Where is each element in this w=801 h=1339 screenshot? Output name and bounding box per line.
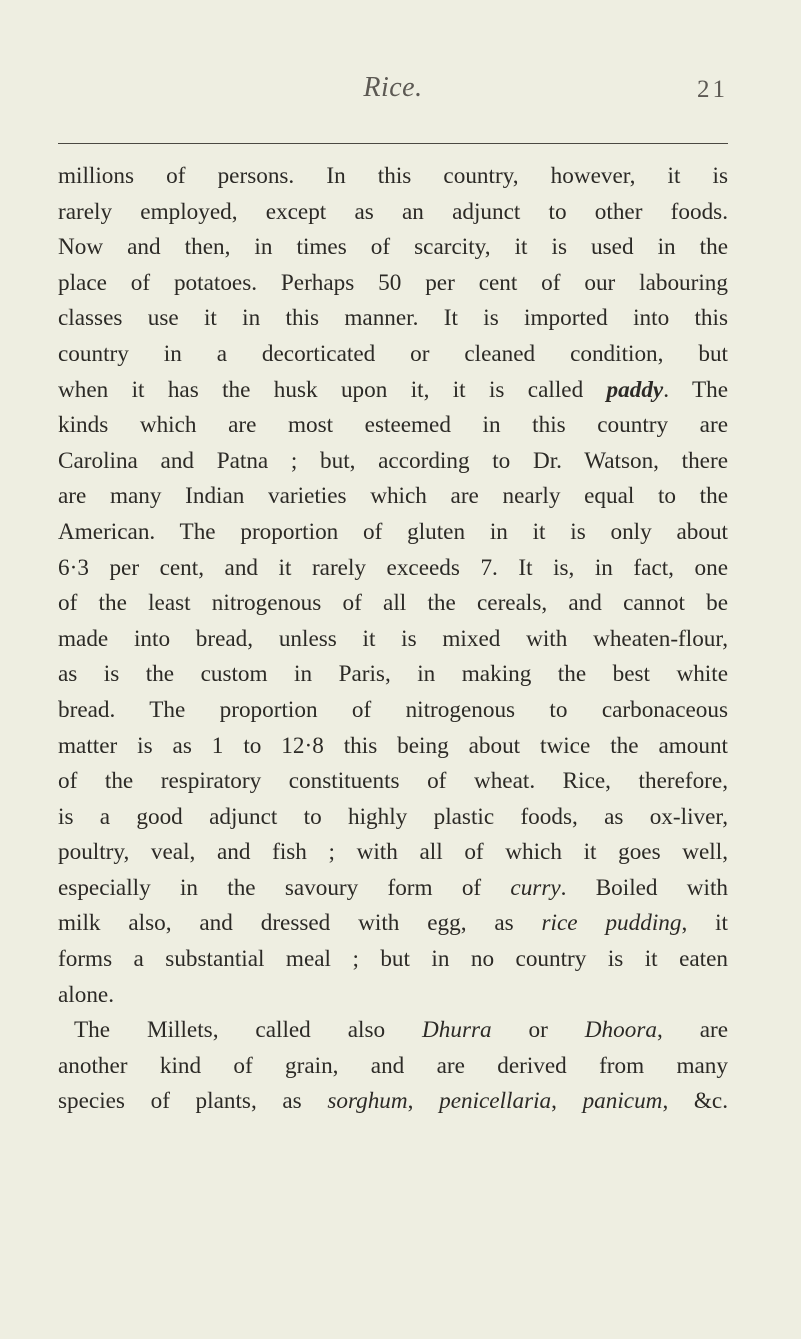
text-run: matter is as 1 to 12·8 this being about twice the amount xyxy=(58,732,728,759)
text-run: . The xyxy=(663,376,728,403)
text-line xyxy=(58,444,728,480)
page-number: 21 xyxy=(697,76,728,103)
text-run: , are xyxy=(656,1017,728,1044)
running-head xyxy=(58,72,728,112)
text-run: bread. The proportion of nitrogenous to carbonaceous xyxy=(58,696,728,723)
text-line xyxy=(58,871,728,907)
text-run: alone. xyxy=(58,981,115,1008)
text-line xyxy=(58,479,728,515)
text-run: of the least nitrogenous of all the cereals, and cannot be xyxy=(58,590,728,617)
text-run: . Boiled with xyxy=(560,874,728,901)
text-line xyxy=(58,266,728,302)
emphasis-text: penicellaria xyxy=(439,1088,552,1115)
text-line xyxy=(58,373,728,409)
text-line xyxy=(58,835,728,871)
text-run: milk also, and dressed with egg, as xyxy=(58,910,542,937)
text-line xyxy=(58,230,728,266)
text-run: Carolina and Patna ; but, according to Dr. Watson, there xyxy=(58,447,728,474)
text-line xyxy=(58,1049,728,1085)
text-line xyxy=(58,1084,728,1120)
text-run: , it xyxy=(681,910,728,937)
text-run: forms a substantial meal ; but in no country is it eaten xyxy=(58,946,728,973)
text-line xyxy=(58,729,728,765)
text-run: species of plants, as xyxy=(58,1088,328,1115)
text-line xyxy=(58,906,728,942)
text-line xyxy=(58,551,728,587)
text-run: poultry, veal, and fish ; with all of which it goes well, xyxy=(58,839,728,866)
emphasis-text: paddy xyxy=(606,376,664,403)
text-run: millions of persons. In this country, however, it is xyxy=(58,163,728,189)
text-line xyxy=(58,586,728,622)
text-run: of the respiratory constituents of wheat. Rice, therefore, xyxy=(58,768,728,795)
text-run: , xyxy=(551,1088,583,1115)
text-run: rarely employed, except as an adjunct to other foods. xyxy=(58,198,728,225)
text-run: place of potatoes. Perhaps 50 per cent of our labouring xyxy=(58,269,728,296)
text-run: another kind of grain, and are derived from many xyxy=(58,1052,728,1079)
text-line xyxy=(58,408,728,444)
text-run: or xyxy=(491,1017,585,1044)
text-line xyxy=(58,337,728,373)
text-run: made into bread, unless it is mixed with wheaten-flour, xyxy=(58,625,728,652)
emphasis-text: Dhoora xyxy=(584,1017,657,1044)
text-run: American. The proportion of gluten in it is only about xyxy=(58,518,728,545)
text-line xyxy=(58,301,728,337)
text-run: are many Indian varieties which are nearly equal to the xyxy=(58,483,728,510)
text-run: country in a decorticated or cleaned condition, but xyxy=(58,340,728,367)
text-line xyxy=(58,657,728,693)
emphasis-text: curry xyxy=(510,874,561,901)
text-line xyxy=(58,978,728,1014)
text-run: classes use it in this manner. It is imported into this xyxy=(58,305,728,332)
text-run: is a good adjunct to highly plastic foods, as ox-liver, xyxy=(58,803,728,830)
emphasis-text: rice pudding xyxy=(541,910,682,937)
text-line xyxy=(58,693,728,729)
text-line xyxy=(58,195,728,231)
text-line xyxy=(58,515,728,551)
text-run: as is the custom in Paris, in making the best white xyxy=(58,661,728,688)
text-run: , xyxy=(407,1088,440,1115)
text-line xyxy=(58,159,728,195)
text-line xyxy=(58,764,728,800)
body-text xyxy=(58,159,728,1120)
running-title: Rice. xyxy=(363,72,423,103)
text-run: when it has the husk upon it, it is called xyxy=(58,376,607,403)
text-line xyxy=(58,800,728,836)
text-line xyxy=(58,1013,728,1049)
text-run: 6·3 per cent, and it rarely exceeds 7. It is, in fact, one xyxy=(58,554,728,581)
text-run: Now and then, in times of scarcity, it is used in the xyxy=(58,234,728,261)
text-run: The Millets, called also xyxy=(74,1017,423,1044)
text-line xyxy=(58,942,728,978)
text-run: , &c. xyxy=(662,1088,728,1115)
emphasis-text: sorghum xyxy=(327,1088,408,1115)
text-run: kinds which are most esteemed in this country are xyxy=(58,412,728,439)
header-rule xyxy=(58,143,728,144)
text-line xyxy=(58,622,728,658)
emphasis-text: panicum xyxy=(582,1088,663,1115)
text-run: especially in the savoury form of xyxy=(58,874,511,901)
emphasis-text: Dhurra xyxy=(422,1017,492,1044)
